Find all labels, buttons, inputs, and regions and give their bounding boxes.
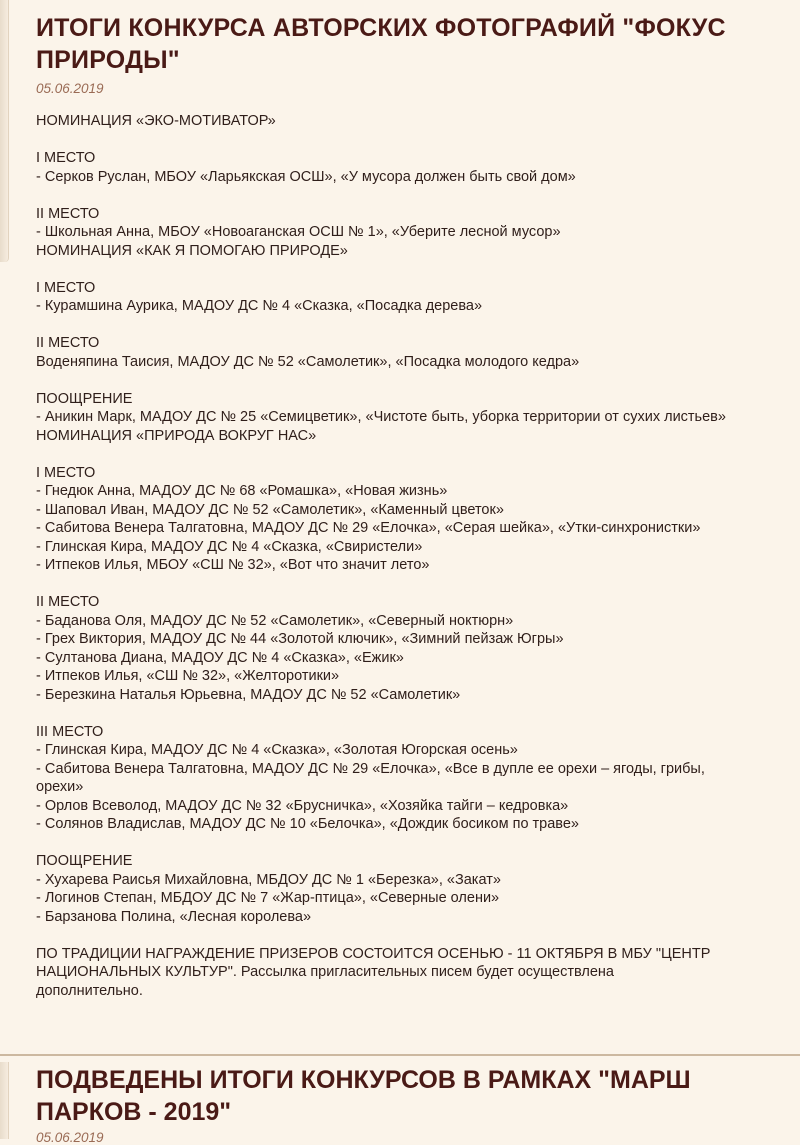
article-title[interactable]: ИТОГИ КОНКУРСА АВТОРСКИХ ФОТОГРАФИЙ "ФОКУС ПРИРОДЫ": [36, 14, 726, 74]
body-line: орехи»: [36, 779, 84, 795]
body-line: - Баданова Оля, МАДОУ ДС № 52 «Самолетик», «Северный ноктюрн»: [36, 612, 514, 629]
body-line: - Сабитова Венера Талгатовна, МАДОУ ДС № 29 «Елочка», «Все в дупле ее орехи – ягоды, грибы,: [36, 760, 705, 777]
body-line: НОМИНАЦИЯ «КАК Я ПОМОГАЮ ПРИРОДЕ»: [36, 242, 348, 259]
body-line: НАЦИОНАЛЬНЫХ КУЛЬТУР". Рассылка пригласительных писем будет осуществлена: [36, 964, 614, 980]
blank-line: [36, 260, 792, 279]
body-line: ПО ТРАДИЦИИ НАГРАЖДЕНИЕ ПРИЗЕРОВ СОСТОИТСЯ ОСЕНЬЮ - 11 ОКТЯБРЯ В МБУ "ЦЕНТР: [36, 945, 711, 962]
body-line: II МЕСТО: [36, 205, 100, 222]
body-line: III МЕСТО: [36, 723, 104, 740]
blank-line: [36, 834, 792, 853]
article-divider: [0, 1054, 800, 1056]
body-line: - Глинская Кира, МАДОУ ДС № 4 «Сказка, «Свиристели»: [36, 538, 423, 555]
body-line: - Аникин Марк, МАДОУ ДС № 25 «Семицветик», «Чистоте быть, уборка территории от сухих листьев»: [36, 409, 726, 425]
left-edge-decoration: [0, 0, 9, 262]
body-line: ПООЩРЕНИЕ: [36, 853, 133, 869]
body-line: II МЕСТО: [36, 335, 100, 351]
blank-line: [36, 371, 792, 390]
article-date: 05.06.2019: [36, 81, 104, 96]
body-line: I МЕСТО: [36, 279, 96, 296]
body-line: ПООЩРЕНИЕ: [36, 390, 133, 407]
body-line: - Барзанова Полина, «Лесная королева»: [36, 908, 312, 925]
body-line: НОМИНАЦИЯ «ПРИРОДА ВОКРУГ НАС»: [36, 427, 317, 444]
blank-line: [36, 704, 792, 723]
body-line: - Гнедюк Анна, МАДОУ ДС № 68 «Ромашка», «Новая жизнь»: [36, 483, 448, 499]
next-article-title[interactable]: ПОДВЕДЕНЫ ИТОГИ КОНКУРСОВ В РАМКАХ "МАРШ ПАРКОВ - 2019": [36, 1066, 691, 1126]
body-line: - Итпеков Илья, МБОУ «СШ № 32», «Вот что значит лето»: [36, 557, 430, 573]
body-line: I МЕСТО: [36, 150, 96, 166]
body-line: Воденяпина Таисия, МАДОУ ДС № 52 «Самолетик», «Посадка молодого кедра»: [36, 353, 580, 370]
body-line: - Курамшина Аурика, МАДОУ ДС № 4 «Сказка, «Посадка дерева»: [36, 298, 483, 314]
article-body: [36, 112, 792, 1000]
body-line: - Шаповал Иван, МАДОУ ДС № 52 «Самолетик», «Каменный цветок»: [36, 501, 504, 518]
body-line: - Итпеков Илья, «СШ № 32», «Желторотики»: [36, 668, 340, 684]
left-edge-decoration-bottom: [0, 1062, 9, 1139]
body-line: - Хухарева Раисья Михайловна, МБДОУ ДС № 1 «Березка», «Закат»: [36, 871, 501, 888]
body-line: - Школьная Анна, МБОУ «Новоаганская ОСШ № 1», «Уберите лесной мусор»: [36, 224, 561, 240]
body-line: - Березкина Наталья Юрьевна, МАДОУ ДС № 52 «Самолетик»: [36, 686, 461, 703]
blank-line: [36, 186, 792, 205]
body-line: - Орлов Всеволод, МАДОУ ДС № 32 «Брусничка», «Хозяйка тайги – кедровка»: [36, 797, 569, 814]
body-line: - Султанова Диана, МАДОУ ДС № 4 «Сказка», «Ежик»: [36, 649, 404, 666]
body-line: - Грех Виктория, МАДОУ ДС № 44 «Золотой ключик», «Зимний пейзаж Югры»: [36, 631, 564, 647]
body-line: II МЕСТО: [36, 594, 100, 610]
blank-line: [36, 316, 792, 335]
body-line: - Солянов Владислав, МАДОУ ДС № 10 «Белочка», «Дождик босиком по траве»: [36, 816, 579, 832]
article-news-item: [36, 0, 792, 1000]
body-line: - Глинская Кира, МАДОУ ДС № 4 «Сказка», «Золотая Югорская осень»: [36, 742, 518, 758]
blank-line: [36, 131, 792, 150]
body-line: - Сабитова Венера Талгатовна, МАДОУ ДС № 29 «Елочка», «Серая шейка», «Утки-синхронистки»: [36, 520, 701, 536]
blank-line: [36, 575, 792, 594]
body-line: НОМИНАЦИЯ «ЭКО-МОТИВАТОР»: [36, 113, 276, 129]
blank-line: [36, 445, 792, 464]
body-line: I МЕСТО: [36, 464, 96, 481]
body-line: - Логинов Степан, МБДОУ ДС № 7 «Жар-птица», «Северные олени»: [36, 890, 500, 906]
next-article-date: 05.06.2019: [36, 1130, 104, 1145]
body-line: - Серков Руслан, МБОУ «Ларьякская ОСШ», «У мусора должен быть свой дом»: [36, 168, 576, 185]
body-line: дополнительно.: [36, 982, 143, 999]
blank-line: [36, 926, 792, 945]
